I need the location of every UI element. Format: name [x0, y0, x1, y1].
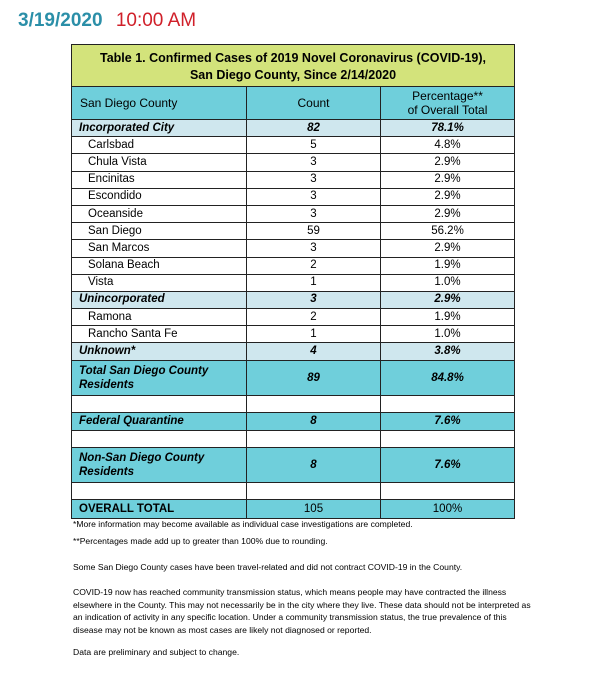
non-residents-row: Non-San Diego County Residents 8 7.6% [72, 447, 515, 482]
group-row-unknown: Unknown* 4 3.8% [72, 343, 515, 360]
report-timestamp [18, 10, 196, 32]
federal-quarantine-row: Federal Quarantine 8 7.6% [72, 412, 515, 430]
table-row: San Diego 59 56.2% [72, 223, 515, 240]
group-row-incorporated: Incorporated City 82 78.1% [72, 120, 515, 137]
spacer-row [72, 395, 515, 412]
note-community-transmission: COVID-19 now has reached community transmission status, which means people may have contracted the illness elsewhere in the County. This may not necessarily be in the city where they live. These data should not be interpreted as an indication of activity in any specific location. Under a community transmission status, the true prevalence of this disease may not be known as most cases are likely not diagnosed or reported. [73, 587, 531, 635]
table-header-row [72, 87, 515, 120]
table-row: San Marcos 3 2.9% [72, 240, 515, 257]
table-row: Chula Vista 3 2.9% [72, 154, 515, 171]
table-row: Oceanside 3 2.9% [72, 205, 515, 222]
cases-table [71, 44, 515, 519]
footnote-more-info: *More information may become available as individual case investigations are completed. [73, 519, 413, 529]
header-percentage: Percentage** of Overall Total [381, 87, 515, 120]
table-row: Encinitas 3 2.9% [72, 171, 515, 188]
report-date: 3/19/2020 [18, 10, 103, 31]
header-count: Count [247, 87, 381, 120]
header-county: San Diego County [72, 87, 247, 120]
total-residents-row: Total San Diego County Residents 89 84.8% [72, 360, 515, 395]
group-row-unincorporated: Unincorporated 3 2.9% [72, 291, 515, 308]
spacer-row [72, 430, 515, 447]
table-row: Vista 1 1.0% [72, 274, 515, 291]
table-row: Ramona 2 1.9% [72, 309, 515, 326]
table-row: Escondido 3 2.9% [72, 188, 515, 205]
footnotes [73, 518, 533, 547]
overall-total-row: OVERALL TOTAL 105 100% [72, 499, 515, 518]
spacer-row [72, 482, 515, 499]
note-travel: Some San Diego County cases have been travel-related and did not contract COVID-19 in the County. [73, 562, 463, 572]
table-row: Carlsbad 5 4.8% [72, 137, 515, 154]
table-title: Table 1. Confirmed Cases of 2019 Novel Coronavirus (COVID-19), San Diego County, Since 2/14/2020 [72, 45, 515, 87]
table-row: Rancho Santa Fe 1 1.0% [72, 326, 515, 343]
footnote-rounding: **Percentages made add up to greater than 100% due to rounding. [73, 535, 328, 546]
report-time: 10:00 AM [115, 10, 197, 31]
table-row: Solana Beach 2 1.9% [72, 257, 515, 274]
note-preliminary: Data are preliminary and subject to change. [73, 647, 240, 657]
